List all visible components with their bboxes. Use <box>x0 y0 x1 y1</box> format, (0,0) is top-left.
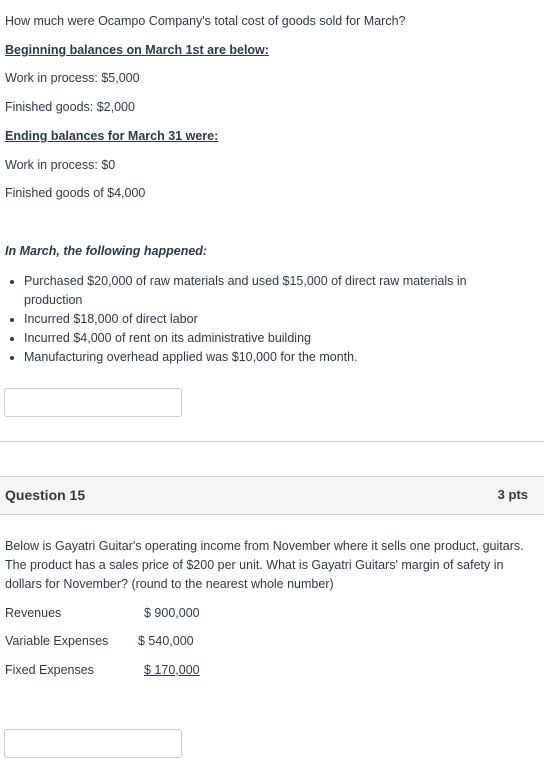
question-divider <box>0 441 544 442</box>
row-value-variable-expenses: $ 540,000 <box>138 634 194 648</box>
q15-answer-input[interactable] <box>4 729 182 758</box>
question-title: Question 15 <box>5 487 86 503</box>
q14-answer-input[interactable] <box>4 388 182 417</box>
list-item: • Manufacturing overhead applied was $10,000 for the month. <box>24 348 504 367</box>
ending-balances-heading: Ending balances for March 31 were: <box>5 129 219 143</box>
beginning-balances-heading: Beginning balances on March 1st are below: <box>5 43 269 57</box>
list-item: • Incurred $4,000 of rent on its administrative building <box>24 329 504 348</box>
ending-wip: Work in process: $0 <box>5 158 116 172</box>
ending-fg: Finished goods of $4,000 <box>5 186 146 200</box>
beginning-fg: Finished goods: $2,000 <box>5 100 135 114</box>
list-item: • Purchased $20,000 of raw materials and used $15,000 of direct raw materials in production <box>24 272 504 310</box>
row-label-revenues: Revenues <box>5 606 62 620</box>
q15-prompt: Below is Gayatri Guitar's operating income from November where it sells one product, guitars. The product has a sales price of $200 per unit. What is Gayatri Guitars' margin of safety in dollars for November? (round to the nearest whole number) <box>5 539 524 591</box>
question-points: 3 pts <box>497 487 528 502</box>
row-value-fixed-expenses: $ 170,000 <box>144 663 200 677</box>
row-value-revenues: $ 900,000 <box>144 606 200 620</box>
q14-prompt: How much were Ocampo Company's total cost of goods sold for March? <box>5 14 406 28</box>
beginning-wip: Work in process: $5,000 <box>5 71 140 85</box>
events-heading: In March, the following happened: <box>5 244 208 258</box>
list-item: • Incurred $18,000 of direct labor <box>24 310 504 329</box>
row-label-variable-expenses: Variable Expenses <box>5 634 109 648</box>
row-label-fixed-expenses: Fixed Expenses <box>5 663 94 677</box>
question-header <box>0 476 544 515</box>
events-list <box>4 272 504 367</box>
